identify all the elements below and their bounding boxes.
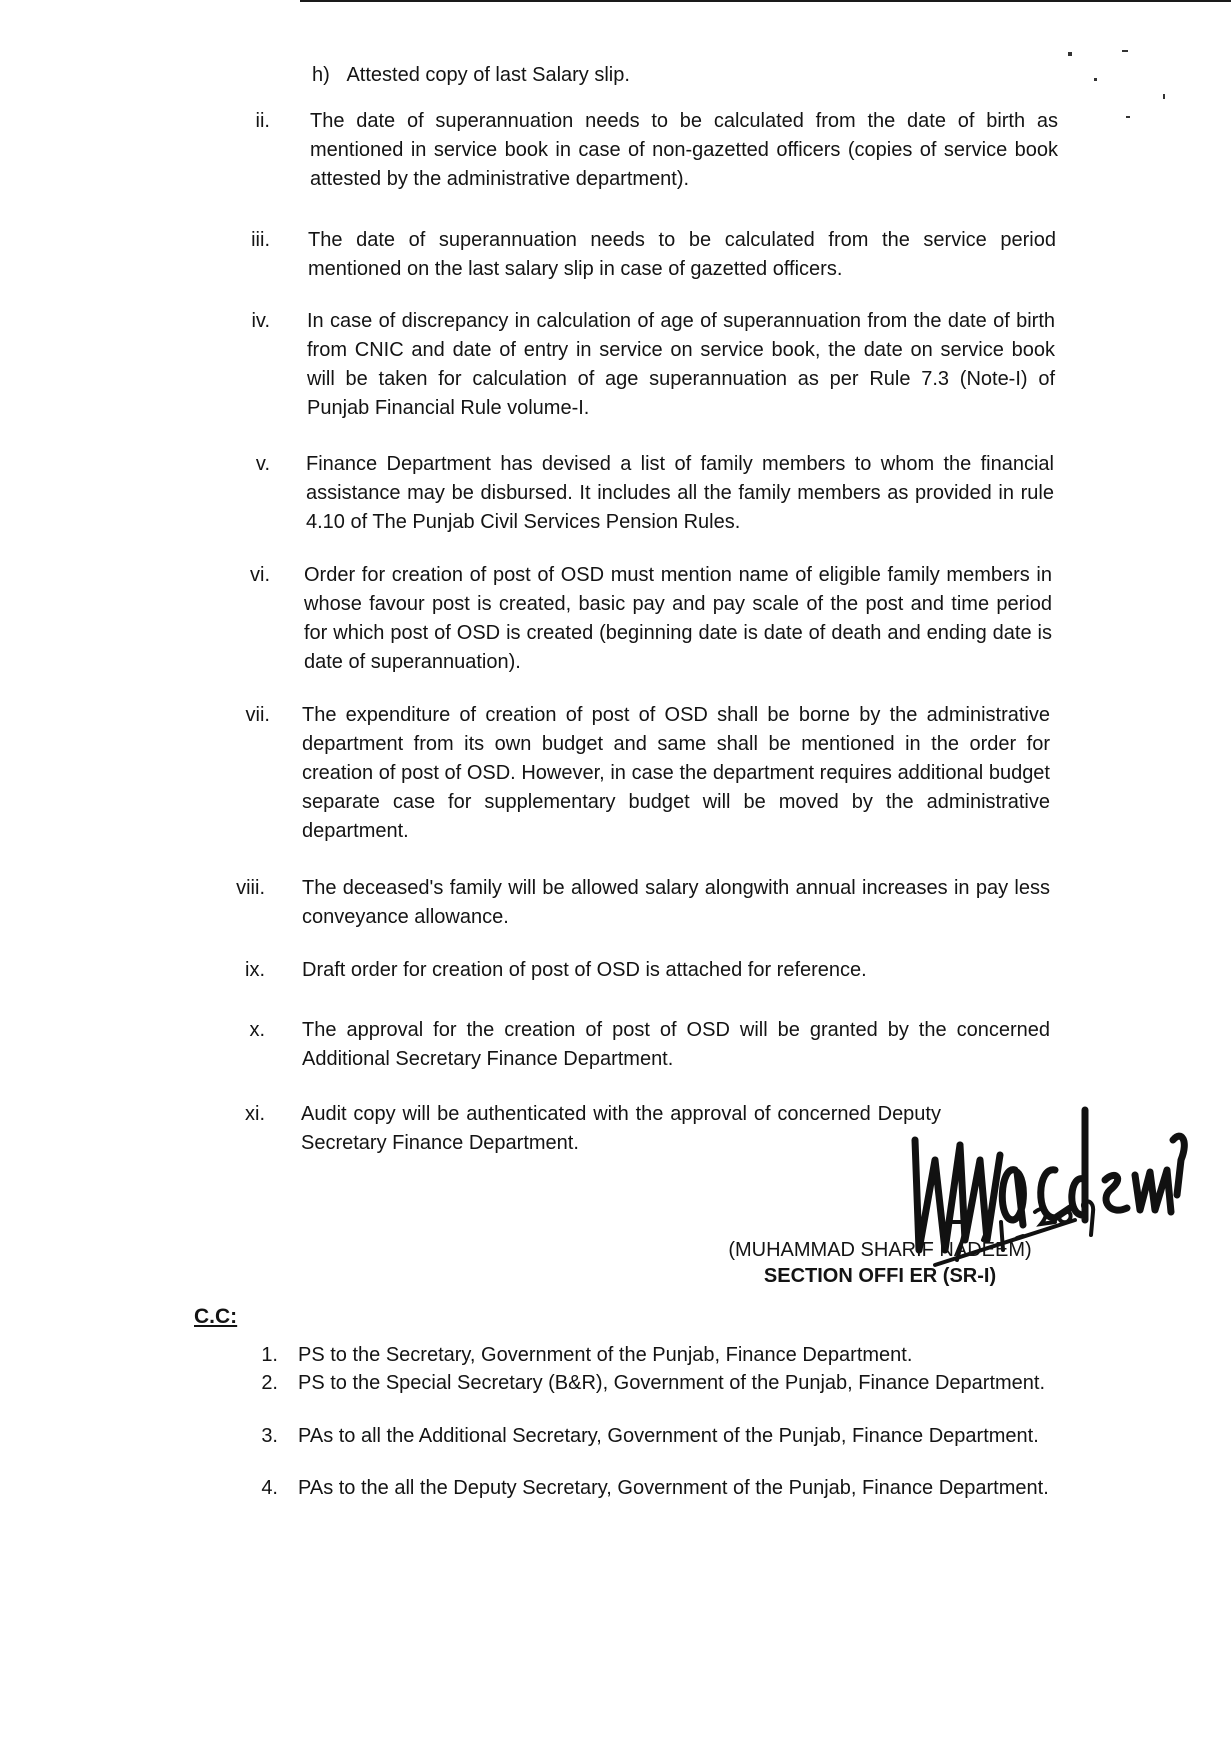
clause-text: Draft order for creation of post of OSD is attached for reference. (302, 959, 867, 981)
scan-speck (1122, 50, 1128, 52)
cc-item-number: 2. (261, 1372, 278, 1394)
sub-item-text: Attested copy of last Salary slip. (346, 64, 630, 86)
clause-marker: iii. (251, 229, 270, 251)
scan-speck (1126, 116, 1130, 118)
scan-speck (1068, 52, 1072, 56)
clause-marker: xi. (245, 1103, 265, 1125)
clause-text: The date of superannuation needs to be calculated from the service period mentioned on the last salary slip in case of gazetted officers. (308, 229, 1056, 280)
signature-block (680, 1237, 1080, 1289)
clause-text: Audit copy will be authenticated with the approval of concerned Deputy Secretary Finance Department. (301, 1103, 941, 1154)
cc-item-number: 3. (261, 1425, 278, 1447)
clause-marker: v. (255, 453, 270, 475)
clause-marker: ii. (255, 110, 270, 132)
clause-text: The approval for the creation of post of OSD will be granted by the concerned Additional Secretary Finance Department. (302, 1019, 1050, 1070)
clause-marker: viii. (236, 877, 265, 899)
signer-designation: SECTION OFFI ER (SR-I) (763, 1265, 997, 1287)
cc-heading: C.C: (194, 1305, 238, 1328)
scan-speck (1163, 94, 1165, 99)
clause-text: The date of superannuation needs to be calculated from the date of birth as mentioned in service book in case of non-gazetted officers (copies of service book attested by the administrative department). (310, 110, 1058, 190)
cc-item-number: 1. (261, 1344, 278, 1366)
clause-text: The expenditure of creation of post of OSD shall be borne by the administrative department from its own budget and same shall be mentioned in the order for creation of post of OSD. However, in case the department requires additional budget separate case for supplementary budget will be moved by the administrative department. (302, 704, 1050, 842)
clause-marker: iv. (251, 310, 270, 332)
sub-item-h (312, 62, 630, 88)
cc-item-number: 4. (261, 1477, 278, 1499)
clause-text: Order for creation of post of OSD must mention name of eligible family members in whose favour post is created, basic pay and pay scale of the post and time period for which post of OSD is created (beginning date is date of death and ending date is date of superannuation). (304, 564, 1052, 673)
clause-text: In case of discrepancy in calculation of age of superannuation from the date of birth from CNIC and date of entry in service on service book, the date on service book will be taken for calculation of age superannuation as per Rule 7.3 (Note-I) of Punjab Financial Rule volume-I. (307, 310, 1055, 419)
clause-marker: ix. (245, 959, 265, 981)
cc-item-text: PS to the Secretary, Government of the Punjab, Finance Department. (298, 1344, 913, 1366)
cc-item-text: PS to the Special Secretary (B&R), Government of the Punjab, Finance Department. (298, 1372, 1046, 1394)
cc-item-text: PAs to the all the Deputy Secretary, Government of the Punjab, Finance Department. (298, 1477, 1049, 1499)
sub-item-marker: h) (312, 64, 330, 86)
clause-marker: x. (249, 1019, 265, 1041)
scan-speck (1094, 78, 1097, 81)
clause-text: Finance Department has devised a list of family members to whom the financial assistance may be disbursed. It includes all the family members as provided in rule 4.10 of The Punjab Civil Services Pension Rules. (306, 453, 1054, 533)
clause-marker: vi. (250, 564, 270, 586)
clause-text: The deceased's family will be allowed salary alongwith annual increases in pay less conveyance allowance. (302, 877, 1050, 928)
signer-name: (MUHAMMAD SHARIF NADEEM) (728, 1239, 1032, 1261)
clause-marker: vii. (245, 704, 270, 726)
cc-item-text: PAs to all the Additional Secretary, Government of the Punjab, Finance Department. (298, 1425, 1039, 1447)
